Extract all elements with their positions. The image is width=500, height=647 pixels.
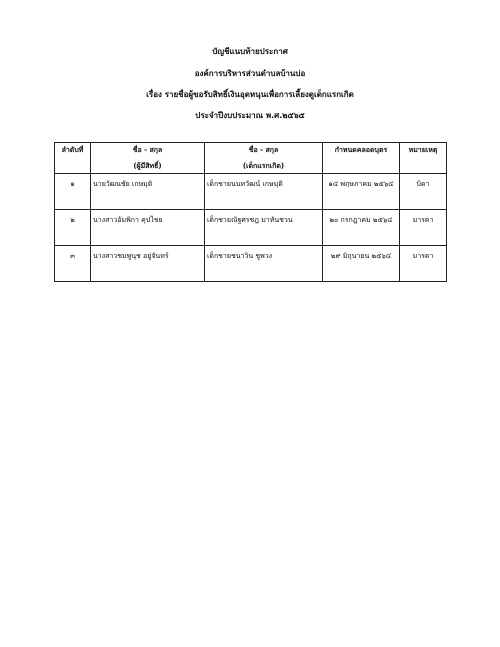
- column-header-label: ลำดับที่: [61, 146, 84, 154]
- organization-name: องค์การบริหารส่วนตำบลบ้านบ่อ: [194, 69, 306, 78]
- cell-number: ๓: [55, 246, 91, 282]
- cell-due-date: ๒๐ กรกฎาคม ๒๕๖๔: [323, 210, 400, 246]
- announcement-attachment-title: บัญชีแนบท้ายประกาศ: [212, 47, 288, 56]
- cell-remark: มารดา: [400, 246, 447, 282]
- recipients-table: [54, 142, 447, 282]
- column-header-claimant: [91, 143, 205, 174]
- column-header-label: กำหนดคลอดบุตร: [334, 146, 388, 154]
- cell-claimant-name: นายวัฒนชัย เกษมุติ: [91, 174, 205, 210]
- cell-claimant-name: นางสาวอัมพิกา คุปไชย: [91, 210, 205, 246]
- column-header-label: ชื่อ - สกุล: [248, 146, 279, 154]
- document-subject: เรื่อง รายชื่อผู้ขอรับสิทธิ์เงินอุดหนุนเพื่อการเลี้ยงดูเด็กแรกเกิด: [146, 90, 354, 99]
- table-row: [55, 210, 447, 246]
- column-header-remark: [400, 143, 447, 174]
- cell-remark: มารดา: [400, 210, 447, 246]
- column-header-sublabel: (เด็กแรกเกิด): [242, 162, 285, 170]
- cell-remark: บิดา: [400, 174, 447, 210]
- cell-due-date: ๑๔ พฤษภาคม ๒๕๖๔: [323, 174, 400, 210]
- cell-number: ๒: [55, 210, 91, 246]
- cell-child-name: เด็กชายชนาวิน ชูพวง: [205, 246, 323, 282]
- cell-due-date: ๒๙ มิถุนายน ๒๕๖๔: [323, 246, 400, 282]
- cell-claimant-name: นางสาวชมพูนุช อยู่จันทร์: [91, 246, 205, 282]
- fiscal-year: ประจำปีงบประมาณ พ.ศ.๒๕๖๕: [195, 111, 305, 120]
- cell-number: ๑: [55, 174, 91, 210]
- table-header-row: [55, 143, 447, 174]
- column-header-label: หมายเหตุ: [408, 146, 438, 154]
- column-header-label: ชื่อ - สกุล: [132, 146, 163, 154]
- column-header-sublabel: (ผู้มีสิทธิ์): [133, 162, 162, 170]
- table-row: [55, 246, 447, 282]
- cell-child-name: เด็กชายณัฐศรชฎ มาทันชวน: [205, 210, 323, 246]
- column-header-child: [205, 143, 323, 174]
- table-row: [55, 174, 447, 210]
- column-header-due-date: [323, 143, 400, 174]
- column-header-number: [55, 143, 91, 174]
- cell-child-name: เด็กชายนนทวัฒน์ เกษมุติ: [205, 174, 323, 210]
